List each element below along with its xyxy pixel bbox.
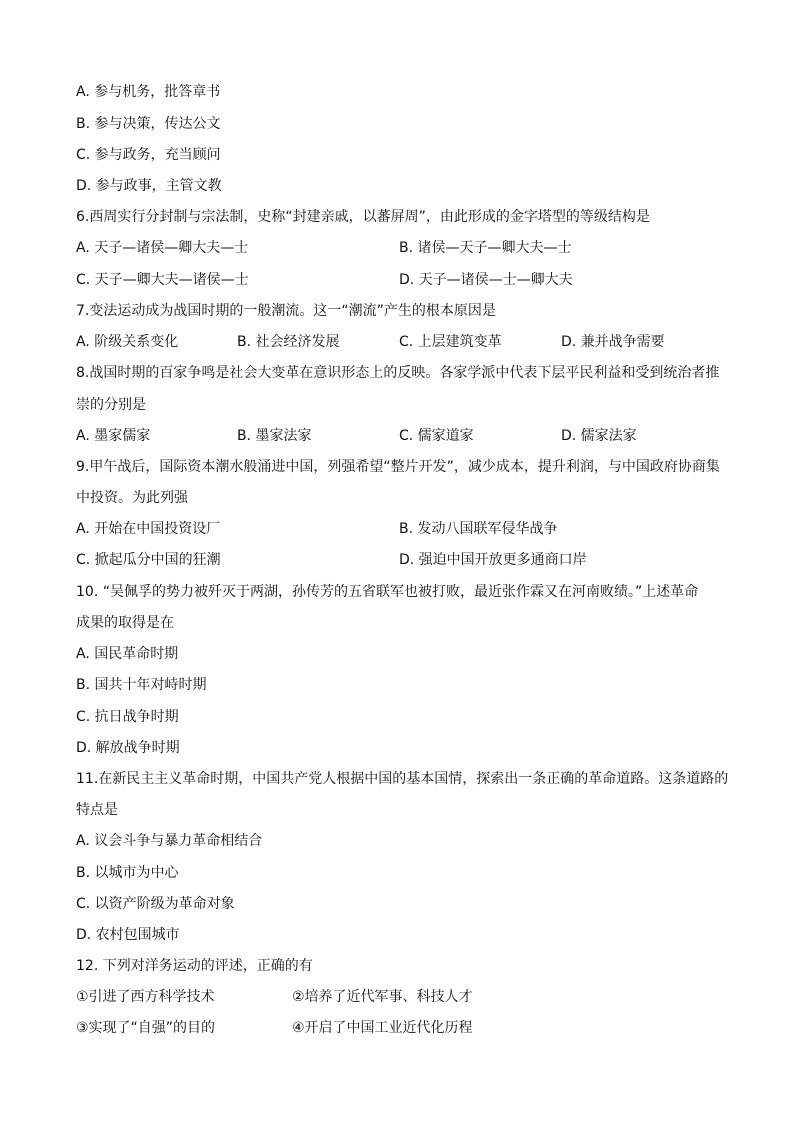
q5-option-c: C. 参与政务，充当顾问 xyxy=(76,147,221,163)
q9-option-d: D. 强迫中国开放更多通商口岸 xyxy=(399,552,587,568)
q8-option-a: A. 墨家儒家 xyxy=(76,428,151,444)
q11-option-c: C. 以资产阶级为革命对象 xyxy=(76,896,235,912)
q10-option-b: B. 国共十年对峙时期 xyxy=(76,677,207,693)
q7-option-c: C. 上层建筑变革 xyxy=(399,334,502,350)
q7-option-d: D. 兼并战争需要 xyxy=(561,334,665,350)
q8-stem-line1: 8.战国时期的百家争鸣是社会大变革在意识形态上的反映。各家学派中代表下层平民利益和受到统治者推 xyxy=(76,365,720,381)
q5-option-b: B. 参与决策，传达公文 xyxy=(76,116,221,132)
q9-option-b: B. 发动八国联军侵华战争 xyxy=(399,521,558,537)
q8-option-c: C. 儒家道家 xyxy=(399,428,474,444)
q12-statement-2: ②培养了近代军事、科技人才 xyxy=(292,989,473,1005)
q11-option-b: B. 以城市为中心 xyxy=(76,865,179,881)
q6-option-a: A. 天子—诸侯—卿大夫—士 xyxy=(76,240,249,256)
q10-option-c: C. 抗日战争时期 xyxy=(76,709,179,725)
q9-stem-line2: 中投资。为此列强 xyxy=(76,490,188,506)
q8-option-d: D. 儒家法家 xyxy=(561,428,637,444)
q11-option-a: A. 议会斗争与暴力革命相结合 xyxy=(76,833,263,849)
q5-option-d: D. 参与政事，主管文教 xyxy=(76,178,222,194)
q12-statement-4: ④开启了中国工业近代化历程 xyxy=(292,1020,473,1036)
q12-statement-3: ③实现了“自强”的目的 xyxy=(76,1020,216,1036)
q10-stem-line1: 10. “吴佩孚的势力被歼灭于两湖，孙传芳的五省联军也被打败，最近张作霖又在河南败绩。”上述革命 xyxy=(76,584,699,600)
q12-stem: 12. 下列对洋务运动的评述，正确的有 xyxy=(76,958,313,974)
q5-option-a: A. 参与机务，批答章书 xyxy=(76,84,221,100)
q11-stem-line2: 特点是 xyxy=(76,802,118,818)
q6-stem: 6.西周实行分封制与宗法制，史称“封建亲戚，以蕃屏周”，由此形成的金字塔型的等级结构是 xyxy=(76,209,650,225)
q7-stem: 7.变法运动成为战国时期的一般潮流。这一“潮流”产生的根本原因是 xyxy=(76,303,496,319)
q12-statement-1: ①引进了西方科学技术 xyxy=(76,989,215,1005)
q6-option-b: B. 诸侯—天子—卿大夫—士 xyxy=(399,240,572,256)
q7-option-b: B. 社会经济发展 xyxy=(237,334,340,350)
q9-stem-line1: 9.甲午战后，国际资本潮水般涌进中国，列强希望“整片开发”，减少成本，提升利润，与中国政府协商集 xyxy=(76,459,720,475)
q9-option-a: A. 开始在中国投资设厂 xyxy=(76,521,221,537)
q9-option-c: C. 掀起瓜分中国的狂潮 xyxy=(76,552,221,568)
q6-option-d: D. 天子—诸侯—士—卿大夫 xyxy=(399,272,573,288)
q10-stem-line2: 成果的取得是在 xyxy=(76,615,174,631)
q8-option-b: B. 墨家法家 xyxy=(237,428,312,444)
q11-stem-line1: 11.在新民主主义革命时期，中国共产党人根据中国的基本国情，探索出一条正确的革命道路。这条道路的 xyxy=(76,771,729,787)
q10-option-d: D. 解放战争时期 xyxy=(76,740,180,756)
q11-option-d: D. 农村包围城市 xyxy=(76,927,180,943)
q7-option-a: A. 阶级关系变化 xyxy=(76,334,179,350)
q6-option-c: C. 天子—卿大夫—诸侯—士 xyxy=(76,272,249,288)
q8-stem-line2: 崇的分别是 xyxy=(76,397,146,413)
q10-option-a: A. 国民革命时期 xyxy=(76,646,179,662)
